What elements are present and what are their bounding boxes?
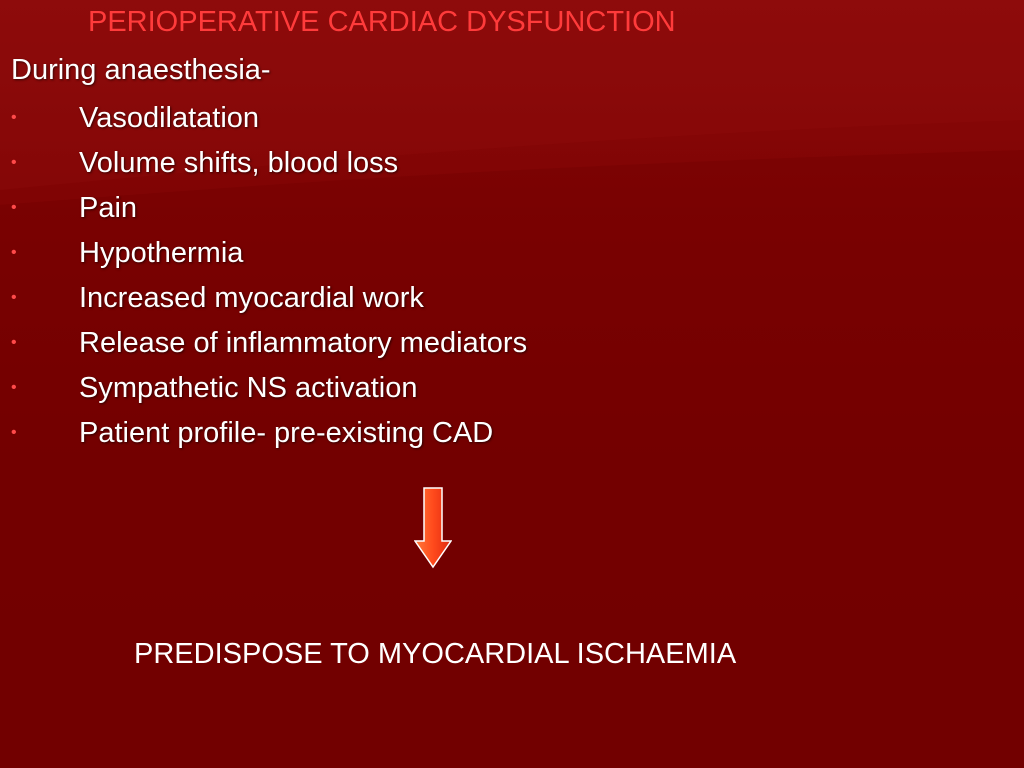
bullet-dot-icon: • (11, 198, 17, 216)
slide-title: PERIOPERATIVE CARDIAC DYSFUNCTION (88, 6, 676, 38)
bullet-dot-icon: • (11, 378, 17, 396)
bullet-text: Volume shifts, blood loss (79, 146, 399, 179)
bullet-text: Increased myocardial work (79, 281, 424, 314)
bullet-text: Pain (79, 191, 138, 224)
down-arrow-icon (414, 487, 452, 569)
bullet-text: Vasodilatation (79, 101, 260, 134)
bullet-dot-icon: • (11, 108, 17, 126)
bullet-dot-icon: • (11, 333, 17, 351)
bullet-text: Patient profile- pre-existing CAD (79, 416, 494, 449)
bullet-text: Hypothermia (79, 236, 244, 269)
intro-text: During anaesthesia- (11, 54, 271, 86)
bullet-text: Release of inflammatory mediators (79, 326, 528, 359)
bullet-dot-icon: • (11, 153, 17, 171)
bullet-dot-icon: • (11, 423, 17, 441)
bullet-text: Sympathetic NS activation (79, 371, 418, 404)
bullet-dot-icon: • (11, 243, 17, 261)
bullet-dot-icon: • (11, 288, 17, 306)
conclusion-text: PREDISPOSE TO MYOCARDIAL ISCHAEMIA (134, 638, 737, 670)
